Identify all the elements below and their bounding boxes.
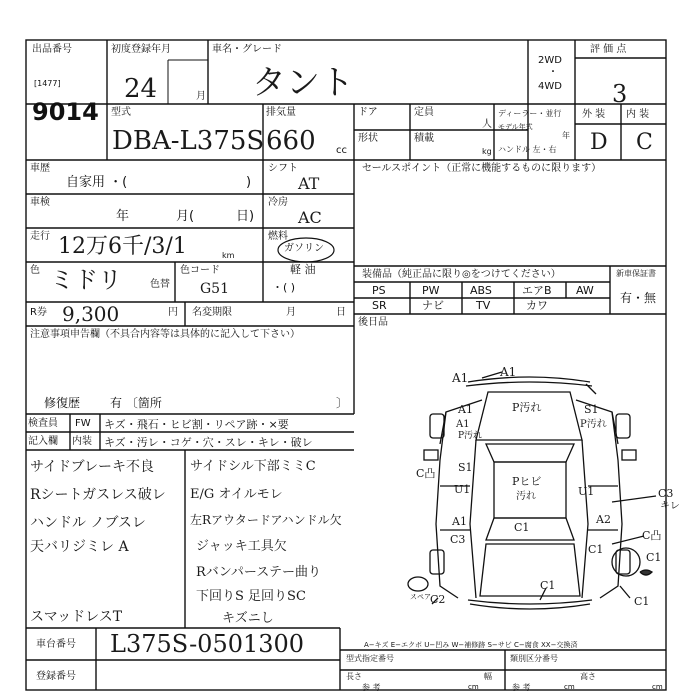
mark-6: A1	[456, 419, 470, 430]
remark-bottom: スマッドレスT	[30, 609, 123, 625]
inspection-month-unit: 月(	[176, 209, 195, 224]
lot-sub: [1477]	[34, 79, 61, 88]
mark-13: 汚れ	[516, 491, 536, 502]
fuel-gas: ガソリン	[284, 243, 324, 254]
ac-label: 冷房	[268, 197, 288, 208]
mark-26: C1	[634, 595, 650, 608]
color-code-label: 色コード	[180, 265, 220, 276]
name-label: 車名・グレード	[212, 44, 282, 55]
mark-1: A1	[452, 371, 469, 385]
repair-value: 有 〔箇所	[110, 396, 162, 410]
car-name: タント	[252, 63, 354, 103]
drive-dot: ・	[548, 67, 558, 78]
drive-4wd: 4WD	[538, 81, 562, 92]
mark-11: U1	[454, 483, 471, 496]
equip-sr: SR	[372, 299, 387, 312]
ref-label-2: 参 考	[512, 683, 531, 692]
mark-22: C1	[588, 543, 604, 556]
lot-label: 出品番号	[32, 44, 72, 55]
history-label: 車歴	[30, 163, 50, 174]
first-reg-year: 24	[124, 74, 158, 104]
history-close: )	[246, 175, 252, 190]
remark-left-1: サイドブレーキ不良	[30, 459, 155, 475]
mark-9: C凸	[416, 467, 436, 480]
cm-unit-2: cm	[564, 683, 575, 691]
equip-leather: カワ	[526, 299, 548, 312]
new-cert-label: 新車保証書	[616, 269, 656, 278]
equip-aw: AW	[576, 284, 594, 297]
history-value: 自家用 ・(	[66, 175, 128, 190]
ac-value: AC	[298, 208, 322, 227]
cm-unit-1: cm	[468, 683, 479, 691]
type-cert-label: 型式指定番号	[346, 654, 394, 663]
mark-2: A1	[500, 365, 517, 379]
model-year-label: モデル年式	[498, 123, 533, 131]
equip-airbag: エアB	[522, 284, 552, 297]
fuel-light: 軽 油	[290, 263, 316, 276]
remark-left-3: ハンドル ノブスレ	[30, 515, 146, 531]
color-no-label: 色替	[150, 279, 170, 290]
door-label: ドア	[358, 107, 378, 118]
equip-ps: PS	[372, 284, 386, 297]
recycle-value: 9,300	[62, 302, 120, 326]
inspector-label: 検査員	[28, 418, 58, 429]
mark-23: C1	[646, 551, 662, 564]
mark-4: P汚れ	[512, 401, 542, 414]
remark-right-3: 左Rアウタードアハンドル欠	[190, 513, 342, 527]
class-number-label: 類別区分番号	[510, 654, 558, 663]
mark-3: A1	[458, 403, 473, 416]
mark-25: C1	[540, 579, 556, 592]
remark-right-1: サイドシル下部ミミC	[190, 459, 316, 474]
first-reg-label: 初度登録年月	[111, 44, 171, 55]
legend-codes: A−キズ E−エクボ U−凹み W−補修跡 S−サビ C−腐食 XX−交換済	[364, 641, 578, 649]
yen-unit: 円	[168, 307, 178, 318]
mark-8: P汚れ	[580, 419, 607, 430]
first-reg-month-unit: 月	[196, 91, 206, 102]
shape-label: 形状	[358, 133, 378, 144]
remark-right-6: 下回りS 足回りSC	[196, 589, 306, 604]
handle-label: ハンドル 左・右	[498, 145, 557, 154]
equipment-label: 装備品（純正品に限り◎をつけてください）	[362, 269, 561, 280]
mileage-value: 12万6千/3/1	[58, 234, 187, 259]
fuel-label: 燃料	[268, 231, 288, 242]
sales-point-label: セールスポイント（正常に機能するものに限ります）	[362, 163, 602, 174]
color-label: 色	[30, 265, 40, 276]
model-label: 型式	[111, 107, 131, 118]
color-value: ミドリ	[50, 266, 122, 294]
height-label: 高さ	[580, 672, 596, 681]
spare-label: スペア	[410, 593, 431, 601]
chassis-value: L375S-0501300	[110, 630, 305, 658]
mark-19: C3	[450, 533, 466, 546]
displacement-value: 660	[266, 126, 316, 156]
name-change-month: 月	[286, 307, 296, 318]
cc-unit: cc	[336, 145, 347, 156]
new-cert-value: 有・無	[620, 291, 657, 305]
equip-tv: TV	[476, 299, 491, 312]
grade-score: 3	[612, 80, 628, 108]
name-change-label: 名変期限	[192, 307, 232, 318]
shift-value: AT	[298, 174, 320, 193]
interior-text: キズ・汚レ・コゲ・穴・スレ・キレ・破レ	[104, 436, 313, 449]
mark-24: C2	[430, 593, 446, 606]
year-unit: 年	[562, 131, 570, 140]
capacity-label: 定員	[414, 107, 434, 118]
kg-unit: kg	[482, 147, 492, 156]
mark-20: C凸	[642, 529, 662, 542]
mileage-label: 走行	[30, 231, 50, 242]
model-value: DBA-L375S	[112, 126, 265, 156]
equip-pw: PW	[422, 284, 440, 297]
shift-label: シフト	[268, 163, 298, 174]
repair-close: 〕	[336, 396, 349, 410]
equip-navi: ナビ	[422, 299, 444, 312]
remark-right-5: Rバンパーステー曲り	[196, 565, 321, 580]
grade-label: 評 価 点	[590, 44, 627, 55]
mark-7: P汚れ	[458, 431, 483, 441]
inspection-label: 車検	[30, 197, 50, 208]
person-unit: 人	[482, 119, 492, 130]
mark-15: C3	[658, 487, 674, 500]
equip-abs: ABS	[470, 284, 492, 297]
dealer-label: ディーラー・並行	[498, 109, 562, 118]
mark-18: A2	[596, 513, 611, 526]
lot-number: 9014	[32, 98, 99, 126]
after-label: 後日品	[358, 317, 388, 328]
remark-right-2: E/G オイルモレ	[190, 487, 283, 502]
mark-12: Pヒビ	[512, 475, 542, 488]
int-value: C	[636, 130, 653, 155]
ref-label: 参 考	[362, 683, 381, 692]
mark-17: A1	[452, 515, 467, 528]
color-code-value: G51	[200, 281, 229, 297]
length-label: 長さ	[346, 672, 362, 681]
ext-label: 外 装	[582, 109, 606, 120]
mark-14: U1	[578, 485, 595, 498]
fuel-paren: ・( )	[272, 281, 296, 294]
displacement-label: 排気量	[266, 107, 296, 118]
chassis-label: 車台番号	[36, 639, 76, 650]
remark-left-2: Rシートガスレス破レ	[30, 487, 166, 503]
mark-5: S1	[584, 403, 599, 416]
fw-head: FW	[75, 418, 91, 429]
recycle-label: R券	[30, 307, 47, 318]
ext-value: D	[590, 130, 608, 155]
cm-unit-3: cm	[652, 683, 663, 691]
int-label: 内 装	[626, 109, 650, 120]
width-label: 幅	[484, 672, 492, 681]
record-label: 記入欄	[28, 436, 58, 447]
fw-text: キズ・飛石・ヒビ割・リペア跡・×要	[104, 418, 289, 431]
mark-21: C1	[514, 521, 530, 534]
load-label: 積載	[414, 133, 434, 144]
mark-16: キレ	[660, 501, 680, 512]
name-change-day: 日	[336, 307, 346, 318]
notes-label: 注意事項申告欄（不具合内容等は具体的に記入して下さい）	[30, 329, 300, 340]
mark-10: S1	[458, 461, 473, 474]
inspection-day-unit: 日)	[236, 209, 255, 224]
inspection-year-unit: 年	[116, 209, 130, 224]
drive-2wd: 2WD	[538, 55, 562, 66]
mileage-unit: km	[222, 251, 235, 260]
remark-right-4: ジャッキ工具欠	[196, 539, 287, 554]
remark-left-4: 天バリジミレ A	[30, 539, 129, 555]
remark-right-7: キズニし	[222, 611, 274, 626]
interior-head: 内装	[72, 436, 92, 447]
reg-number-label: 登録番号	[36, 671, 76, 682]
repair-label: 修復歴	[44, 396, 81, 410]
